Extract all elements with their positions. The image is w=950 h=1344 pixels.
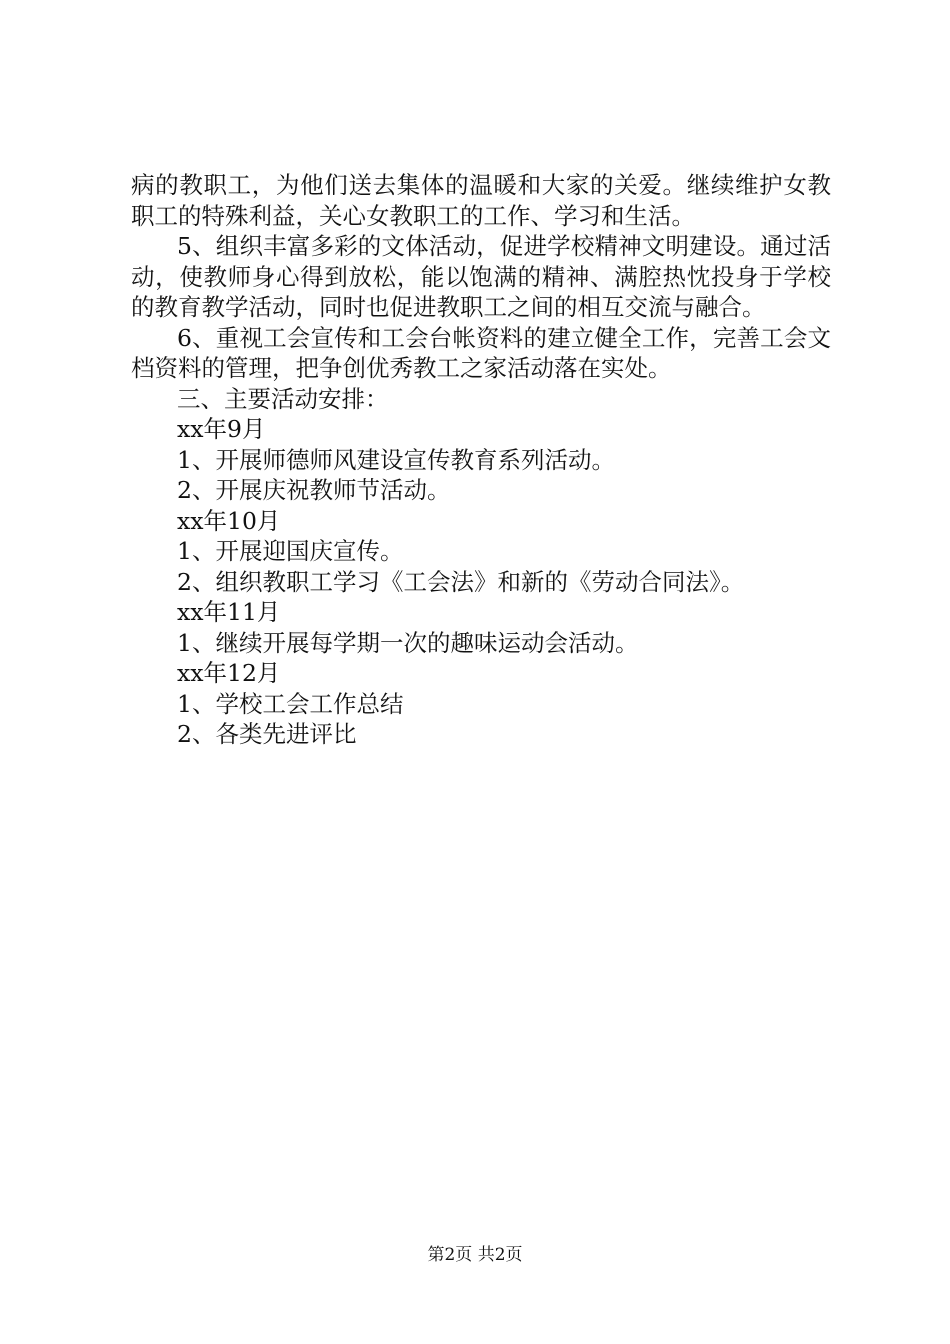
list-item: 2、开展庆祝教师节活动。 [177,476,451,504]
section-heading-activity-schedule: 三、主要活动安排： [177,384,389,413]
list-item: 1、继续开展每学期一次的趣味运动会活动。 [177,628,639,657]
list-item: 1、开展师德师风建设宣传教育系列活动。 [177,445,615,474]
month-heading-november: xx年11月 [177,598,281,626]
month-heading-september: xx年9月 [177,415,266,443]
list-item: 1、开展迎国庆宣传。 [177,537,404,565]
page-number-footer: 第2页 共2页 [427,1245,523,1265]
list-item: 2、组织教职工学习《工会法》和新的《劳动合同法》。 [177,567,745,596]
list-item: 2、各类先进评比 [177,720,357,748]
list-item: 1、学校工会工作总结 [177,689,404,718]
paragraph-closing-care: 病的教职工，为他们送去集体的温暖和大家的关爱。继续维护女教职工的特殊利益，关心女教职工的工作、学习和生活。 [131,171,831,230]
month-heading-october: xx年10月 [177,506,281,535]
document-body [131,170,831,750]
paragraph-item-6-publicity-records: 6、重视工会宣传和工会台帐资料的建立健全工作，完善工会文档资料的管理，把争创优秀教工之家活动落在实处。 [131,323,831,382]
paragraph-item-5-cultural-activities: 5、组织丰富多彩的文体活动，促进学校精神文明建设。通过活动，使教师身心得到放松，能以饱满的精神、满腔热忱投身于学校的教育教学活动，同时也促进教职工之间的相互交流与融合。 [131,232,831,321]
month-heading-december: xx年12月 [177,659,281,687]
